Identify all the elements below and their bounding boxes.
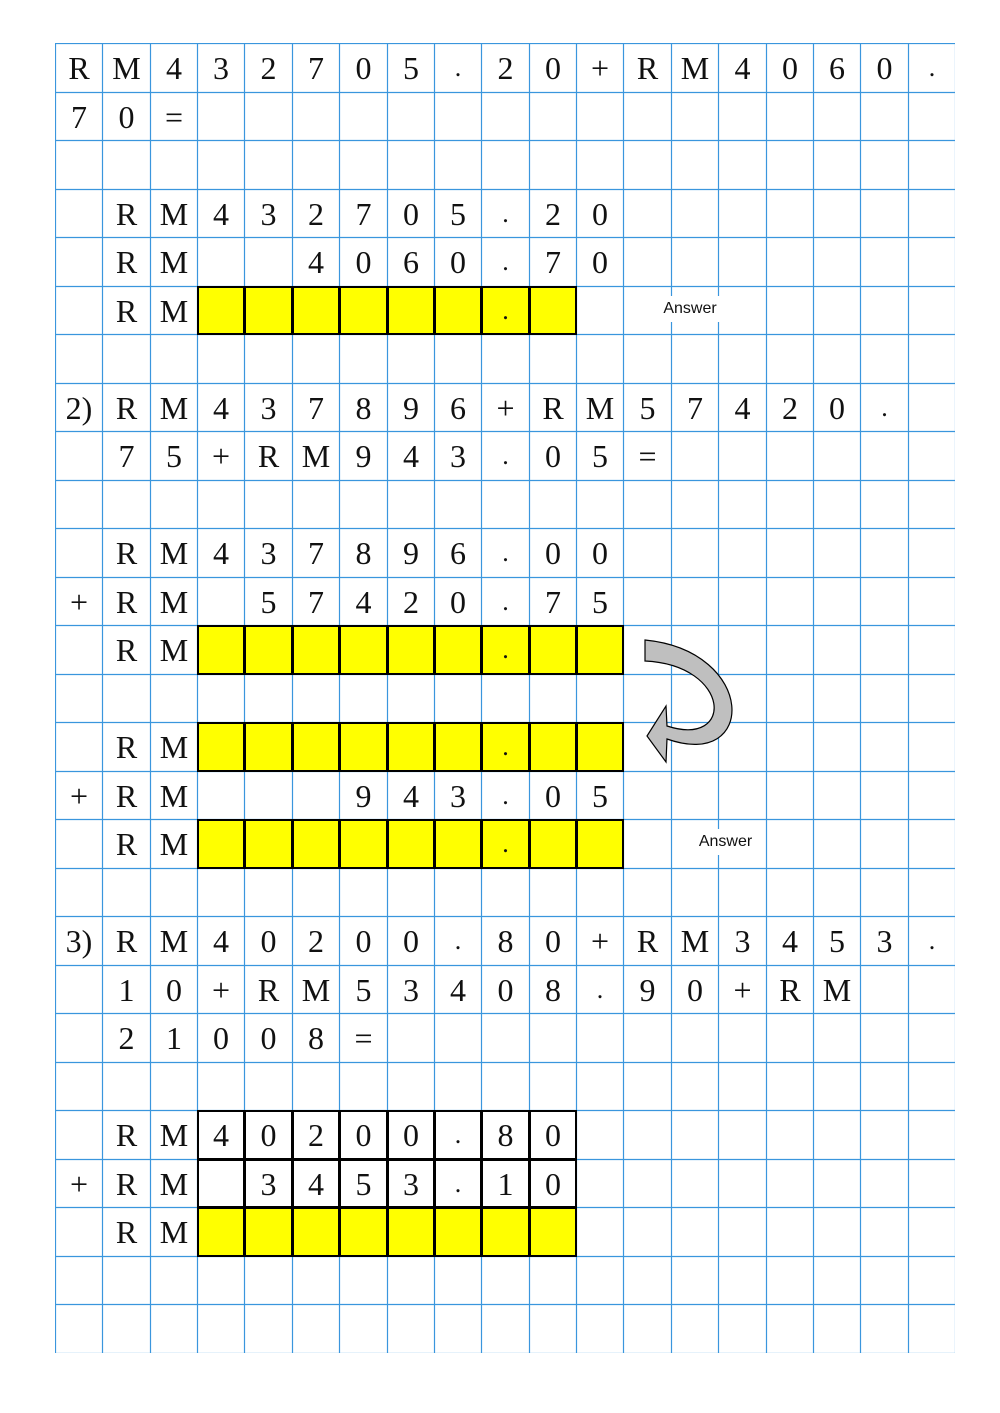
grid-cell: M (112, 50, 141, 86)
grid-cell: 8 (355, 389, 372, 426)
curved-arrow-icon (55, 43, 955, 1353)
answer-input-cell[interactable]: . (481, 722, 530, 772)
grid-cell: 1 (166, 1020, 182, 1056)
grid-cell: 7 (118, 438, 135, 474)
grid-cell: . (502, 441, 509, 470)
grid-cell: R (115, 729, 138, 765)
grid-cell: . (454, 926, 462, 955)
grid-cell: 3 (260, 195, 277, 232)
grid-cell: 0 (497, 971, 514, 1008)
grid-cell: 8 (355, 535, 372, 571)
grid-cell: M (159, 826, 189, 862)
grid-cell: 0 (260, 923, 277, 959)
grid-cell: 4 (403, 777, 419, 814)
grid-cell: 3 (734, 923, 751, 959)
grid-cell: M (159, 1214, 189, 1250)
grid-cell: 1 (481, 1159, 530, 1208)
grid-cell: 2 (545, 195, 561, 232)
grid-cell: + (69, 1165, 89, 1202)
answer-input-cell[interactable]: . (481, 819, 530, 869)
grid-cell: 4 (734, 389, 751, 426)
grid-cell: 4 (782, 923, 798, 959)
grid-cell: 0 (118, 98, 135, 135)
grid-cell: 0 (782, 50, 798, 86)
grid-cell: . (928, 53, 936, 82)
grid-cell: M (159, 923, 189, 959)
grid-cell: = (638, 438, 657, 474)
grid-cell: M (301, 971, 331, 1008)
grid-cell: 2 (260, 50, 277, 86)
grid-cell: 5 (260, 583, 277, 620)
grid-cell: 2 (308, 195, 324, 232)
grid-cell: R (115, 195, 138, 232)
grid-cell: R (115, 535, 138, 571)
grid-cell: = (164, 98, 184, 135)
grid-cell: 6 (450, 535, 466, 571)
grid-cell: R (115, 632, 138, 668)
grid-cell: 0 (355, 244, 372, 280)
answer-input-cell[interactable]: . (481, 286, 530, 335)
grid-cell: 4 (213, 535, 229, 571)
grid-cell: 4 (450, 971, 466, 1008)
grid-cell: 3 (403, 971, 419, 1008)
grid-cell: . (502, 247, 509, 276)
grid-cell: 0 (355, 923, 372, 959)
grid-cell: M (159, 777, 189, 814)
grid-cell: 4 (213, 923, 229, 959)
grid-cell: 8 (497, 923, 514, 959)
grid-cell: 3) (65, 923, 93, 959)
grid-cell: 0 (260, 1020, 277, 1056)
grid-cell: 7 (308, 535, 324, 571)
grid-cell: 5 (829, 923, 845, 959)
grid-cell: 9 (639, 971, 656, 1008)
grid-cell: 0 (244, 1110, 293, 1160)
grid-cell: R (115, 1165, 138, 1202)
grid-cell: R (115, 826, 138, 862)
grid-cell: 2 (497, 50, 514, 86)
grid-cell: 0 (829, 389, 845, 426)
grid-cell: M (159, 292, 189, 329)
grid-cell: 0 (545, 438, 561, 474)
grid-cell: + (211, 971, 231, 1008)
grid-cell: M (159, 195, 189, 232)
answer-label: Answer (688, 829, 763, 855)
grid-cell: 6 (403, 244, 419, 280)
grid-cell: . (434, 1110, 482, 1160)
grid-cell: 0 (339, 1110, 388, 1160)
grid-cell: 7 (545, 583, 561, 620)
grid-cell: 8 (308, 1020, 324, 1056)
grid-cell: M (159, 1117, 189, 1153)
grid-cell: 4 (292, 1159, 340, 1208)
grid-cell: R (779, 971, 801, 1008)
grid-cell: 0 (592, 244, 608, 280)
grid-cell: = (354, 1020, 373, 1056)
worksheet-grid (55, 43, 955, 1353)
grid-cell: 1 (118, 971, 135, 1008)
answer-label: Answer (655, 296, 725, 322)
grid-cell: 3 (244, 1159, 293, 1208)
grid-cell: M (159, 389, 189, 426)
grid-cell: 3 (876, 923, 893, 959)
answer-input-cell[interactable]: . (481, 625, 530, 675)
grid-cell: 3 (260, 535, 277, 571)
grid-cell: 2 (308, 923, 324, 959)
grid-cell: . (596, 974, 604, 1004)
grid-cell: + (69, 777, 89, 814)
grid-cell: M (301, 438, 331, 474)
grid-cell: 9 (403, 535, 419, 571)
grid-cell: 0 (355, 50, 372, 86)
grid-cell: 5 (450, 195, 466, 232)
grid-cell: R (115, 244, 138, 280)
grid-cell: 2 (782, 389, 798, 426)
grid-cell: R (542, 389, 564, 426)
grid-cell: 2 (403, 583, 419, 620)
grid-cell: 0 (545, 535, 561, 571)
grid-cell: M (680, 923, 710, 959)
grid-cell: 4 (355, 583, 372, 620)
grid-cell: 7 (308, 50, 324, 86)
grid-cell: R (636, 50, 659, 86)
grid-cell: . (928, 926, 936, 955)
grid-cell: 7 (355, 195, 372, 232)
grid-cell: 4 (213, 389, 229, 426)
grid-cell: R (257, 438, 280, 474)
grid-cell: 3 (450, 777, 466, 814)
grid-cell: 2 (292, 1110, 340, 1160)
grid-cell: 5 (592, 777, 608, 814)
grid-cell: 5 (639, 389, 656, 426)
grid-cell: 4 (734, 50, 751, 86)
grid-cell: . (502, 780, 509, 810)
grid-cell: 7 (308, 583, 324, 620)
grid-cell: 0 (213, 1020, 229, 1056)
grid-cell: M (159, 583, 189, 620)
grid-cell: . (502, 198, 509, 228)
grid-cell: 5 (339, 1159, 388, 1208)
grid-cell: R (115, 1214, 138, 1250)
grid-cell: 8 (481, 1110, 530, 1160)
grid-cell: 0 (450, 244, 466, 280)
grid-cell: . (454, 53, 462, 82)
grid-cell: 0 (387, 1110, 435, 1160)
grid-cell: 0 (403, 195, 419, 232)
grid-cell: 5 (403, 50, 419, 86)
grid-cell: 0 (876, 50, 893, 86)
grid-cell: + (590, 923, 610, 959)
grid-cell: 6 (829, 50, 845, 86)
grid-cell: 0 (529, 1110, 577, 1160)
grid-cell: 7 (545, 244, 561, 280)
grid-cell: 0 (450, 583, 466, 620)
grid-cell: 3 (213, 50, 229, 86)
grid-cell: R (115, 292, 138, 329)
grid-cell: 7 (687, 389, 703, 426)
grid-cell: . (502, 538, 509, 567)
grid-cell: M (822, 971, 852, 1008)
grid-cell: 5 (166, 438, 182, 474)
grid-cell: . (502, 586, 509, 616)
grid-cell: . (881, 392, 888, 422)
grid-cell: 7 (308, 389, 324, 426)
grid-cell: 3 (450, 438, 466, 474)
grid-cell: + (69, 583, 89, 620)
grid-cell: R (115, 1117, 138, 1153)
grid-cell: + (733, 971, 752, 1008)
grid-cell: + (590, 50, 610, 86)
grid-cell: 0 (529, 1159, 577, 1208)
grid-cell: 5 (592, 583, 608, 620)
grid-cell: . (434, 1159, 482, 1208)
grid-cell: 9 (355, 777, 372, 814)
grid-cell: R (636, 923, 659, 959)
grid-cell: R (115, 389, 138, 426)
grid-cell: M (159, 1165, 189, 1202)
grid-cell: 4 (308, 244, 324, 280)
grid-cell: R (115, 777, 138, 814)
grid-cell: 9 (403, 389, 419, 426)
grid-cell: 0 (592, 535, 608, 571)
grid-cell: 4 (166, 50, 182, 86)
grid-cell: 0 (545, 777, 561, 814)
grid-cell: 6 (450, 389, 466, 426)
grid-cell: + (211, 438, 231, 474)
grid-cell: + (496, 389, 515, 426)
grid-cell: 0 (545, 923, 561, 959)
grid-cell: 0 (545, 50, 561, 86)
grid-cell: 0 (687, 971, 703, 1008)
grid-cell: 3 (387, 1159, 435, 1208)
grid-cell: R (257, 971, 280, 1008)
grid-cell: M (159, 244, 189, 280)
grid-cell: 3 (260, 389, 277, 426)
grid-cell: R (115, 923, 138, 959)
grid-cell: M (159, 632, 189, 668)
grid-cell: 2 (118, 1020, 135, 1056)
grid-cell: 5 (355, 971, 372, 1008)
grid-cell: 2) (65, 389, 93, 426)
grid-cell: 4 (197, 1110, 245, 1160)
grid-cell: 5 (592, 438, 608, 474)
grid-cell: 4 (403, 438, 419, 474)
grid-cell: 7 (71, 98, 87, 135)
grid-cell: M (159, 535, 189, 571)
grid-cell: 0 (166, 971, 182, 1008)
grid-cell: 0 (592, 195, 608, 232)
grid-cell: M (585, 389, 615, 426)
grid-cell: R (115, 583, 138, 620)
grid-cell: M (680, 50, 710, 86)
grid-cell: 0 (403, 923, 419, 959)
grid-cell: R (68, 50, 90, 86)
grid-cell: 4 (213, 195, 229, 232)
grid-cell: M (159, 729, 189, 765)
grid-cell: 9 (355, 438, 372, 474)
grid-cell: 8 (545, 971, 561, 1008)
